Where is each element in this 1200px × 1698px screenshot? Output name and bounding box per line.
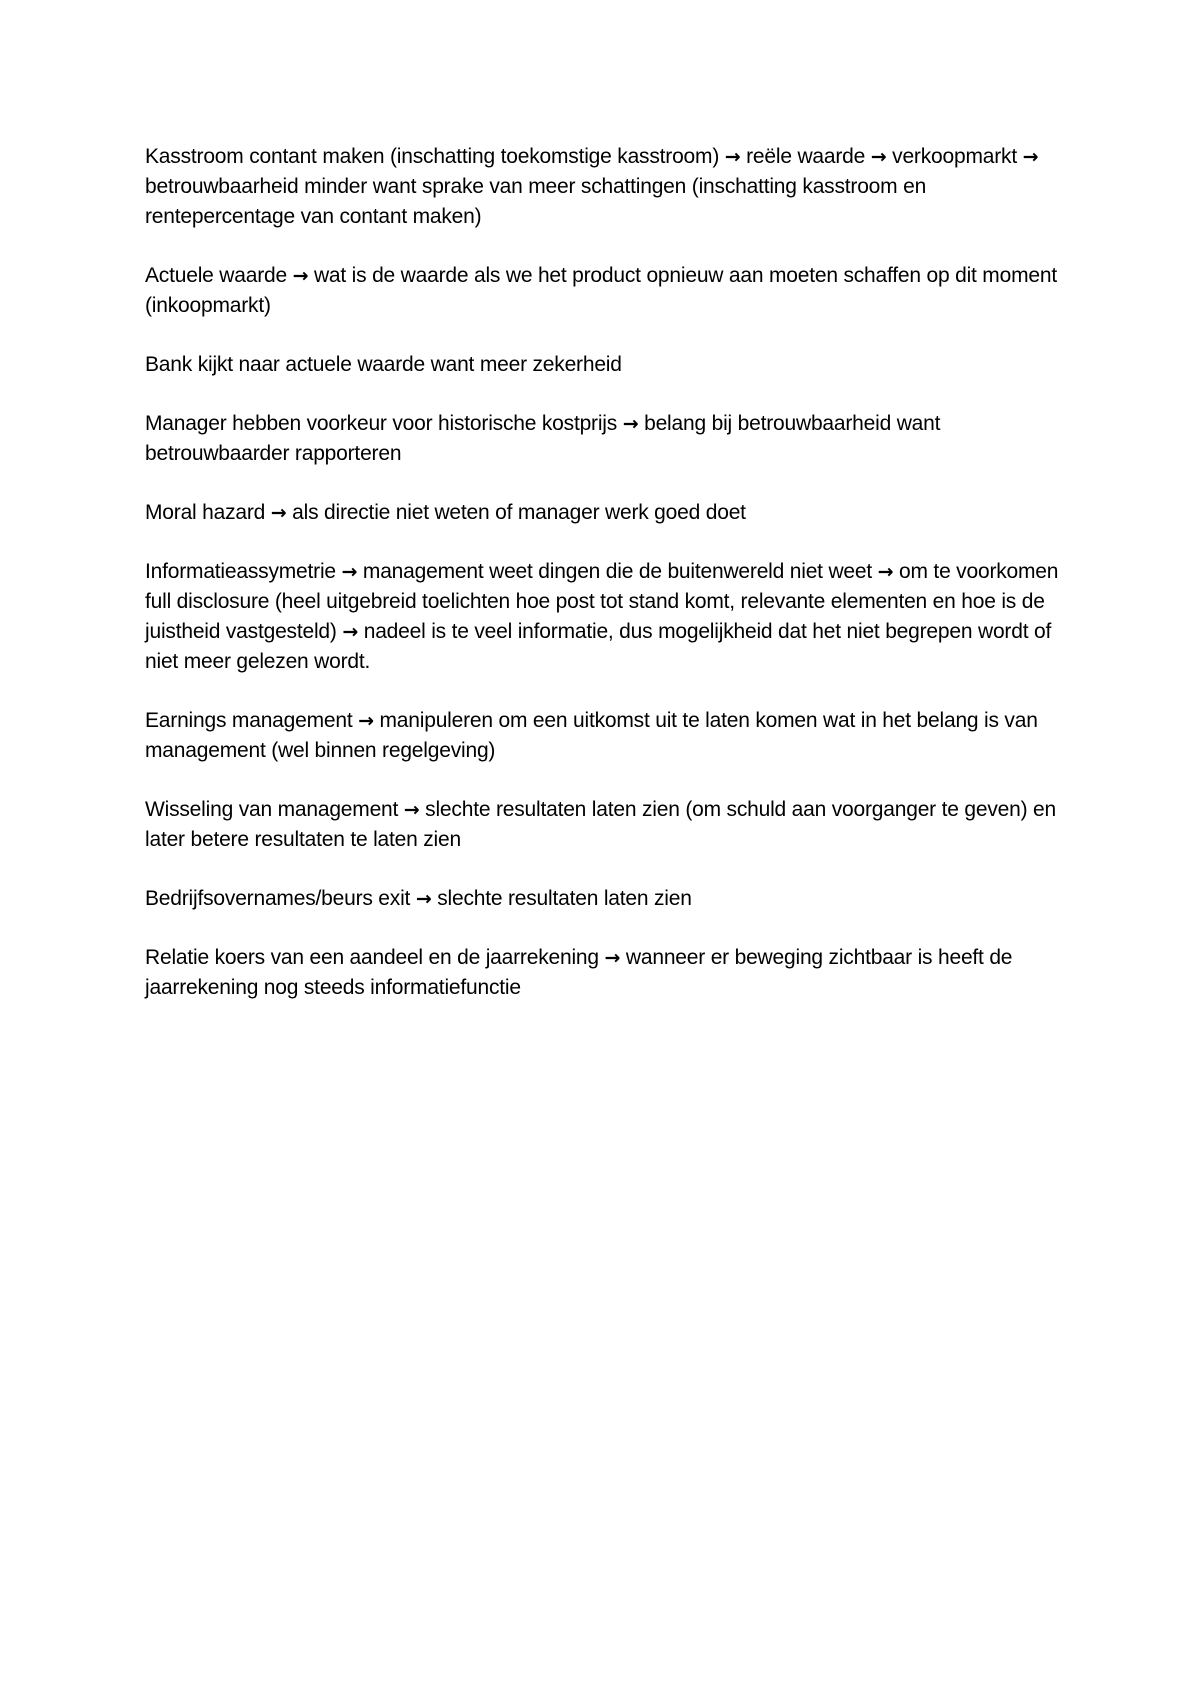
paragraph-text: Informatieassymetrie (145, 560, 342, 583)
right-arrow-icon: → (415, 888, 432, 910)
paragraph-text: Bank kijkt naar actuele waarde want meer zekerheid (145, 353, 622, 376)
paragraph-text: Wisseling van management (145, 798, 404, 821)
paragraph-text: management weet dingen die de buitenwereld niet weet (357, 560, 878, 583)
right-arrow-icon: → (870, 146, 887, 168)
paragraph (145, 943, 1075, 1003)
paragraph-text: manipuleren om een uitkomst uit te laten komen wat in het belang is van management (wel binnen regelgeving) (145, 709, 1038, 762)
paragraph-text: Actuele waarde (145, 264, 293, 287)
paragraph-text: slechte resultaten laten zien (431, 887, 692, 910)
paragraph-text: nadeel is te veel informatie, dus mogelijkheid dat het niet begrepen wordt of niet meer gelezen wordt. (145, 620, 1052, 673)
right-arrow-icon: → (604, 947, 621, 969)
document-body (145, 142, 1075, 1032)
paragraph-text: Moral hazard (145, 501, 271, 524)
right-arrow-icon: → (724, 146, 741, 168)
paragraph-text: reële waarde (740, 145, 871, 168)
right-arrow-icon: → (342, 621, 359, 643)
right-arrow-icon: → (358, 710, 374, 732)
paragraph (145, 350, 1075, 380)
paragraph-text: slechte resultaten laten zien (om schuld aan voorganger te geven) en later betere resultaten te laten zien (145, 798, 1056, 851)
paragraph-text: om te voorkomen full disclosure (heel uitgebreid toelichten hoe post tot stand komt, relevante elementen en hoe is de juistheid vastgesteld) (145, 560, 1059, 643)
paragraph-text: Bedrijfsovernames/beurs exit (145, 887, 416, 910)
paragraph (145, 261, 1075, 321)
right-arrow-icon: → (341, 561, 358, 583)
paragraph (145, 498, 1075, 528)
paragraph (145, 884, 1075, 914)
paragraph-text: als directie niet weten of manager werk goed doet (286, 501, 746, 524)
paragraph (145, 557, 1075, 677)
paragraph-text: Relatie koers van een aandeel en de jaarrekening (145, 946, 605, 969)
paragraph-text: Manager hebben voorkeur voor historische kostprijs (145, 412, 623, 435)
right-arrow-icon: → (877, 561, 894, 583)
paragraph-text: Kasstroom contant maken (inschatting toekomstige kasstroom) (145, 145, 725, 168)
paragraph-text: betrouwbaarheid minder want sprake van meer schattingen (inschatting kasstroom en rentepercentage van contant maken) (145, 175, 927, 228)
right-arrow-icon: → (270, 502, 287, 524)
paragraph-text: verkoopmarkt (886, 145, 1023, 168)
paragraph-text: belang bij betrouwbaarheid want betrouwbaarder rapporteren (145, 412, 941, 465)
paragraph (145, 409, 1075, 469)
paragraph (145, 795, 1075, 855)
paragraph (145, 706, 1075, 766)
paragraph-text: Earnings management (145, 709, 359, 732)
paragraph (145, 142, 1075, 232)
paragraph-text: wat is de waarde als we het product opnieuw aan moeten schaffen op dit moment (inkoopmarkt) (145, 264, 1057, 317)
right-arrow-icon: → (1022, 146, 1039, 168)
right-arrow-icon: → (622, 413, 639, 435)
right-arrow-icon: → (292, 265, 309, 287)
right-arrow-icon: → (403, 799, 420, 821)
paragraph-text: wanneer er beweging zichtbaar is heeft de jaarrekening nog steeds informatiefunctie (145, 946, 1013, 999)
